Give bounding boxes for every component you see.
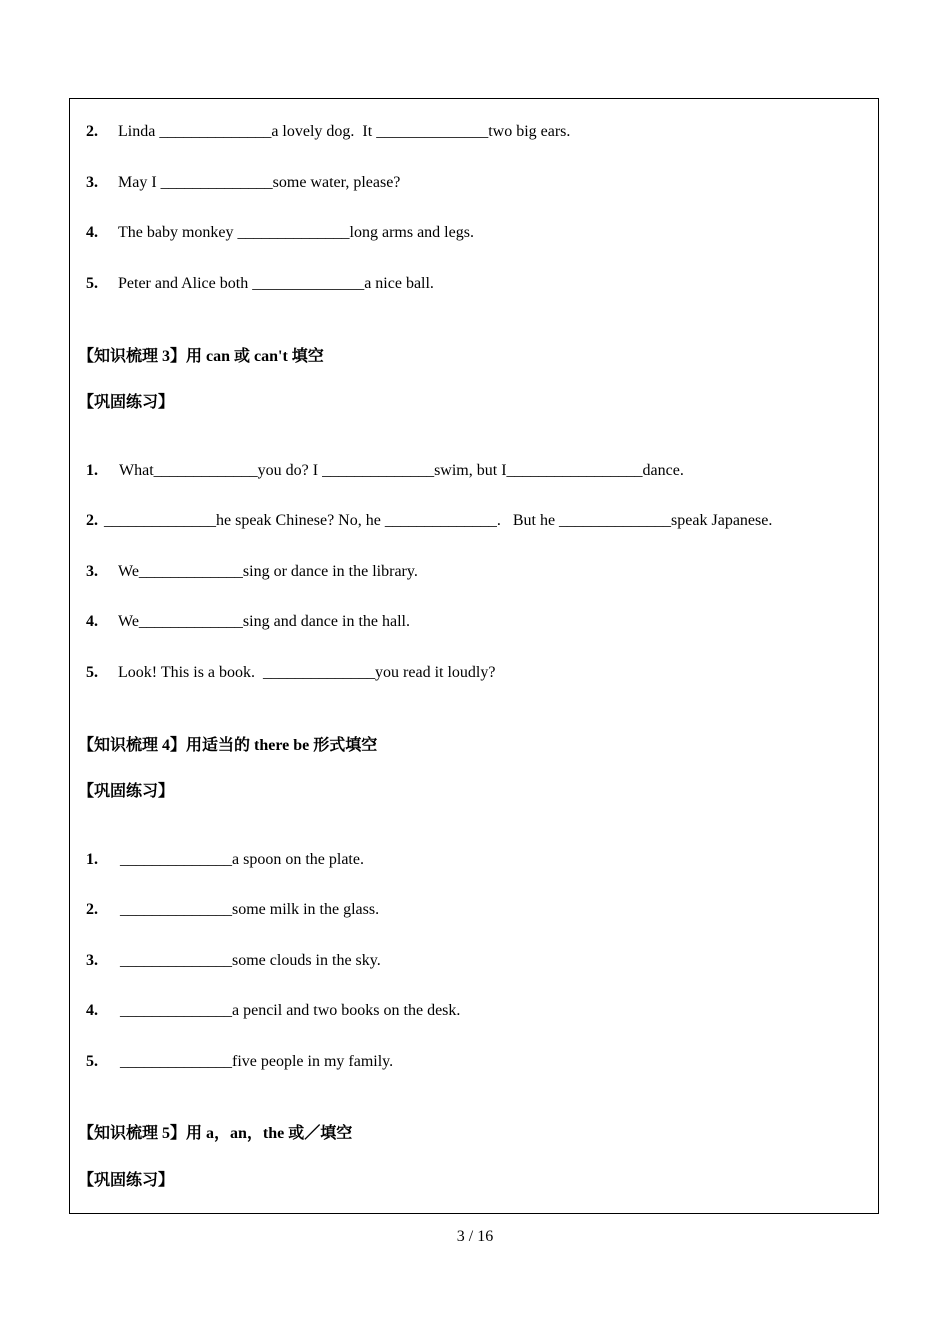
item-text: We_____________sing and dance in the hall.	[118, 613, 410, 630]
exercise-item	[78, 491, 772, 531]
item-text: The baby monkey ______________long arms and legs.	[118, 224, 474, 241]
practice-label: 【巩固练习】	[78, 394, 175, 411]
section-heading: 【知识梳理 3】用 can 或 can't 填空	[78, 348, 324, 365]
exercise-item	[78, 102, 570, 142]
exercise-item	[78, 592, 410, 632]
exercise-item	[78, 542, 418, 582]
item-text: ______________some milk in the glass.	[120, 901, 380, 918]
practice-label: 【巩固练习】	[78, 783, 175, 800]
exercise-item	[78, 830, 364, 870]
item-text: Peter and Alice both ______________a nice ball.	[118, 275, 434, 292]
item-number: 2.	[86, 512, 98, 529]
section-heading: 【知识梳理 5】用 a，an，the 或／填空	[78, 1125, 353, 1142]
exercise-item	[78, 203, 474, 243]
item-text: May I ______________some water, please?	[118, 174, 401, 191]
item-number: 4.	[86, 1002, 98, 1019]
exercise-item	[78, 254, 434, 294]
exercise-item	[78, 931, 381, 971]
item-text: ______________some clouds in the sky.	[120, 952, 381, 969]
item-number: 2.	[86, 901, 98, 918]
item-number: 3.	[86, 174, 98, 191]
exercise-item	[78, 880, 379, 920]
exercise-item	[78, 981, 460, 1021]
item-number: 5.	[86, 664, 98, 681]
exercise-item	[78, 153, 400, 193]
item-text: ______________he speak Chinese? No, he ______________. But he ______________speak Japanese.	[104, 512, 773, 529]
item-text: We_____________sing or dance in the library.	[118, 563, 418, 580]
item-text: ______________five people in my family.	[120, 1053, 394, 1070]
item-number: 3.	[86, 563, 98, 580]
item-number: 1.	[86, 462, 98, 479]
item-number: 4.	[86, 224, 98, 241]
item-number: 2.	[86, 123, 98, 140]
item-text: ______________a spoon on the plate.	[120, 851, 364, 868]
practice-label: 【巩固练习】	[78, 1172, 175, 1189]
item-number: 4.	[86, 613, 98, 630]
item-number: 5.	[86, 1053, 98, 1070]
item-text: Linda ______________a lovely dog. It ______________two big ears.	[118, 123, 571, 140]
item-number: 3.	[86, 952, 98, 969]
item-text: ______________a pencil and two books on the desk.	[120, 1002, 461, 1019]
item-number: 1.	[86, 851, 98, 868]
item-text: Look! This is a book. ______________you read it loudly?	[118, 664, 496, 681]
item-text: What_____________you do? I ______________swim, but I_________________dance.	[119, 462, 684, 479]
item-number: 5.	[86, 275, 98, 292]
exercise-item	[78, 1032, 393, 1072]
section-heading: 【知识梳理 4】用适当的 there be 形式填空	[78, 737, 378, 754]
exercise-item	[78, 441, 684, 481]
page-number: 3 / 16	[456, 1228, 494, 1245]
exercise-item	[78, 643, 495, 683]
